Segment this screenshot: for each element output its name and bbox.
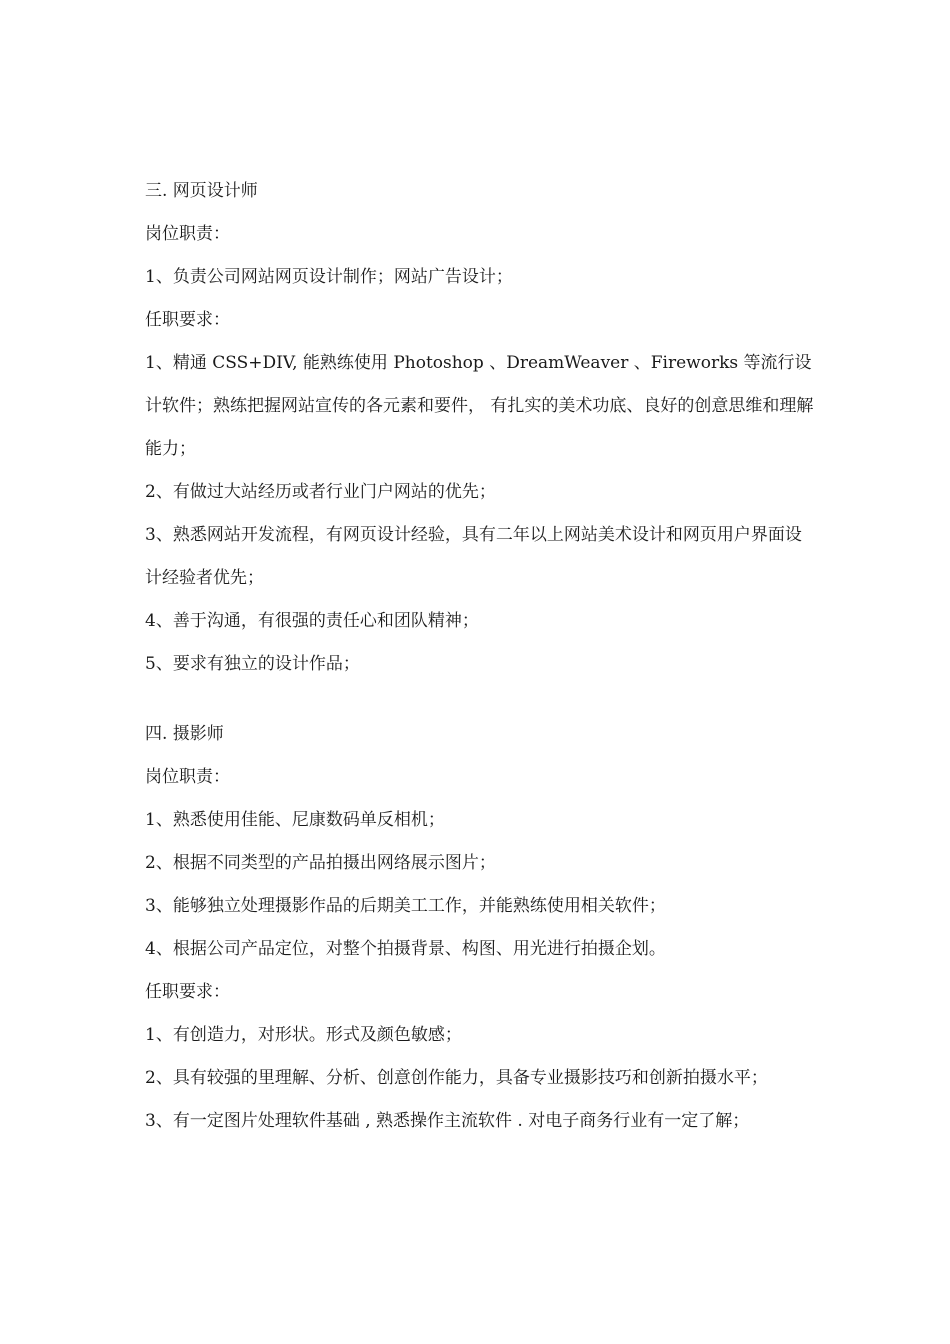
- requirement-item: 5、要求有独立的设计作品；: [145, 654, 360, 674]
- section-photographer: [145, 713, 815, 1143]
- duty-item: 1、熟悉使用佳能、尼康数码单反相机；: [145, 810, 445, 830]
- requirement-item: 1、精通 CSS+DIV, 能熟练使用 Photoshop 、DreamWeaver 、Fireworks 等流行设计软件；熟练把握网站宣传的各元素和要件， 有扎实的美术功底、良好的创意思维和理解能力；: [145, 353, 814, 459]
- requirement-item: 1、有创造力，对形状。形式及颜色敏感；: [145, 1025, 462, 1045]
- section-heading: 三. 网页设计师: [145, 181, 258, 201]
- requirement-item: 3、熟悉网站开发流程，有网页设计经验，具有二年以上网站美术设计和网页用户界面设计经验者优先；: [145, 525, 802, 588]
- section-web-designer: [145, 170, 815, 686]
- duties-label: 岗位职责：: [145, 767, 230, 787]
- document-page: [145, 170, 815, 1143]
- duty-item: 3、能够独立处理摄影作品的后期美工工作，并能熟练使用相关软件；: [145, 896, 666, 916]
- section-heading: 四. 摄影师: [145, 724, 224, 744]
- duties-label: 岗位职责：: [145, 224, 230, 244]
- requirement-item: 2、有做过大站经历或者行业门户网站的优先；: [145, 482, 496, 502]
- duty-item: 2、根据不同类型的产品拍摄出网络展示图片；: [145, 853, 496, 873]
- requirements-label: 任职要求：: [145, 310, 230, 330]
- requirement-item: 4、善于沟通，有很强的责任心和团队精神；: [145, 611, 479, 631]
- requirement-item: 2、具有较强的里理解、分析、创意创作能力，具备专业摄影技巧和创新拍摄水平；: [145, 1068, 768, 1088]
- requirements-label: 任职要求：: [145, 982, 230, 1002]
- duty-item: 4、根据公司产品定位，对整个拍摄背景、构图、用光进行拍摄企划。: [145, 939, 666, 959]
- duty-item: 1、负责公司网站网页设计制作；网站广告设计；: [145, 267, 513, 287]
- requirement-item: 3、有一定图片处理软件基础 , 熟悉操作主流软件 . 对电子商务行业有一定了解；: [145, 1111, 750, 1131]
